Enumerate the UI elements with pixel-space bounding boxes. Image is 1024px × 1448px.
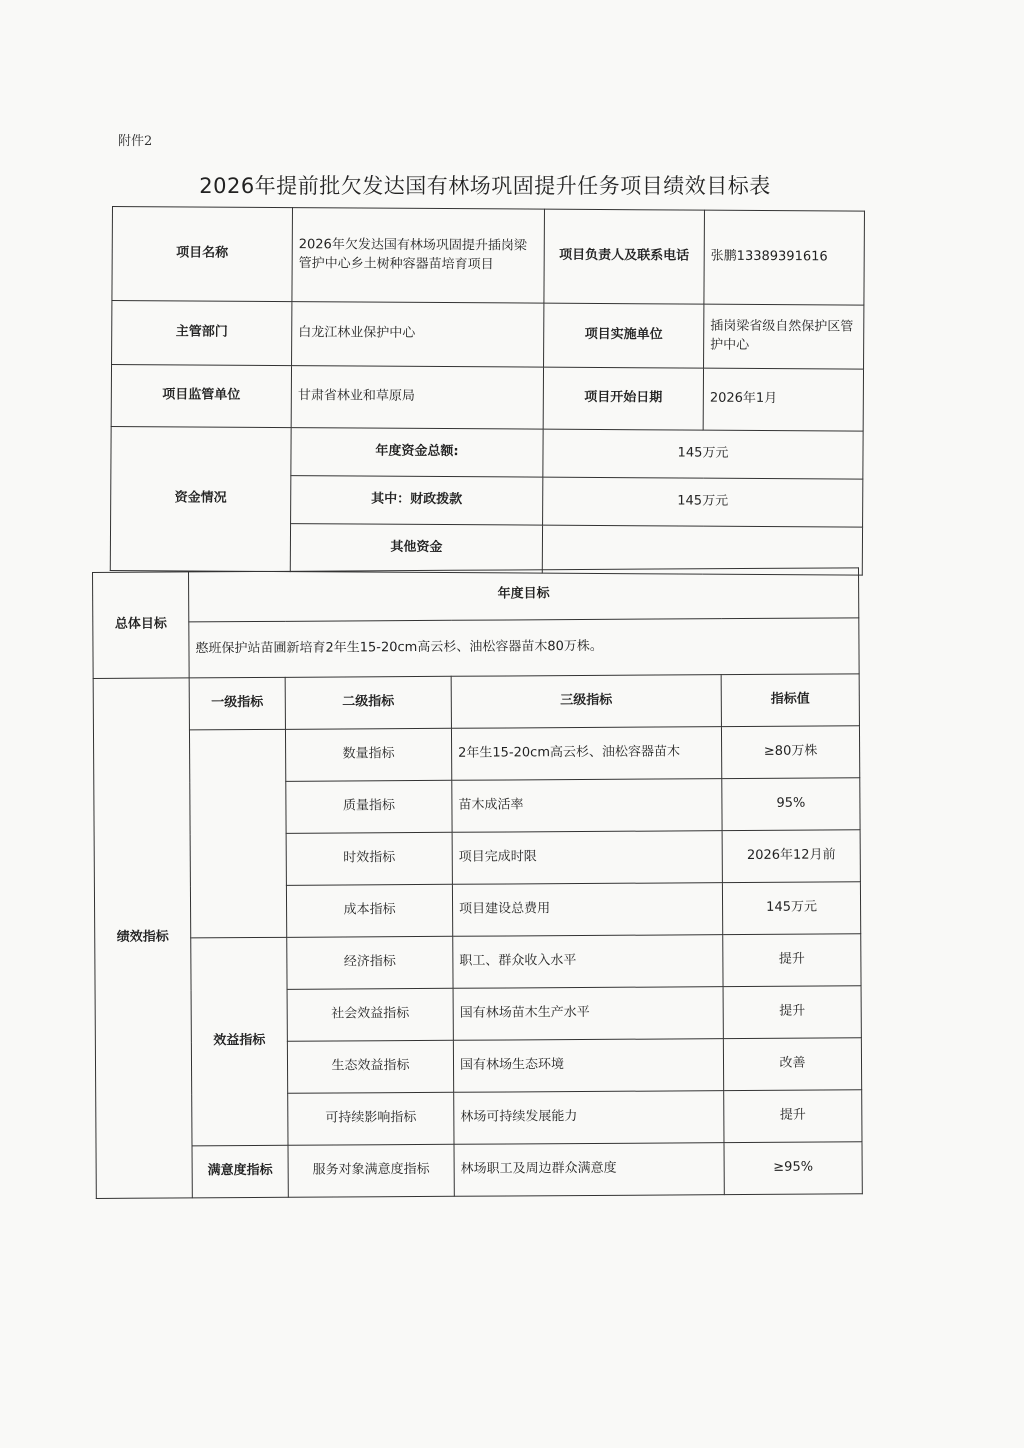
row-level2: 经济指标 [287,936,453,989]
attachment-label: 附件2 [118,134,153,149]
start-date-label: 项目开始日期 [543,367,703,430]
annual-goal-label: 年度目标 [189,568,859,622]
impl-unit-value: 插岗梁省级自然保护区管护中心 [704,304,864,369]
funds-total-label: 年度资金总额: [291,428,543,478]
project-info-table [110,206,865,576]
row-level2: 生态效益指标 [287,1040,453,1093]
row-level2: 质量指标 [286,780,452,833]
annual-goal-text: 憨班保护站苗圃新培育2年生15-20cm高云杉、油松容器苗木80万株。 [189,618,859,678]
row-value: ≥95% [724,1142,862,1195]
row-level3: 林场可持续发展能力 [454,1091,724,1145]
row-value: 提升 [723,986,861,1039]
row-level2: 社会效益指标 [287,988,453,1041]
project-name-label: 项目名称 [112,207,293,302]
start-date-value: 2026年1月 [703,368,863,431]
row-level3: 项目建设总费用 [452,883,722,937]
supervisor-value: 甘肃省林业和草原局 [291,366,543,430]
funds-label: 资金情况 [110,426,291,571]
satisfaction-group-label: 满意度指标 [192,1145,288,1198]
supervisor-label: 项目监管单位 [111,365,291,428]
row-value: ≥80万株 [721,726,859,779]
row-level3: 林场职工及周边群众满意度 [454,1143,724,1197]
project-leader-label: 项目负责人及联系电话 [544,209,705,304]
row-value: 提升 [723,934,861,987]
row-level2: 成本指标 [286,884,452,937]
funds-fiscal-label: 其中：财政拨款 [291,476,543,526]
overall-goal-label: 总体目标 [93,572,190,679]
row-level2: 可持续影响指标 [288,1092,454,1145]
page-title: 2026年提前批欠发达国有林场巩固提升任务项目绩效目标表 [199,174,771,198]
row-level2: 数量指标 [285,728,451,781]
benefit-group-label: 效益指标 [191,937,288,1146]
project-leader-value: 张鹏13389391616 [704,210,865,305]
row-value: 提升 [724,1090,862,1143]
funds-total-value: 145万元 [543,429,863,479]
header-level2: 二级指标 [285,676,451,729]
dept-label: 主管部门 [112,301,292,366]
impl-unit-label: 项目实施单位 [544,303,704,368]
row-level2: 时效指标 [286,832,452,885]
row-level3: 国有林场苗木生产水平 [453,987,723,1041]
dept-value: 白龙江林业保护中心 [292,302,544,368]
row-level3: 国有林场生态环境 [453,1039,723,1093]
funds-fiscal-value: 145万元 [543,477,863,527]
header-level3: 三级指标 [451,675,721,729]
row-value: 2026年12月前 [722,830,860,883]
row-level3: 项目完成时限 [452,831,722,885]
row-value: 95% [722,778,860,831]
header-level1: 一级指标 [189,677,285,730]
funds-other-label: 其他资金 [290,524,542,574]
output-indicator-group [189,729,286,938]
row-level3: 职工、群众收入水平 [453,935,723,989]
project-name-value: 2026年欠发达国有林场巩固提升插岗梁管护中心乡土树种容器苗培育项目 [292,208,545,304]
row-level3: 苗木成活率 [452,779,722,833]
performance-label: 绩效指标 [93,678,192,1199]
row-value: 145万元 [722,882,860,935]
row-level2: 服务对象满意度指标 [288,1144,454,1197]
row-level3: 2年生15-20cm高云杉、油松容器苗木 [451,727,721,781]
header-value: 指标值 [721,674,859,727]
performance-table [92,567,863,1199]
row-value: 改善 [723,1038,861,1091]
